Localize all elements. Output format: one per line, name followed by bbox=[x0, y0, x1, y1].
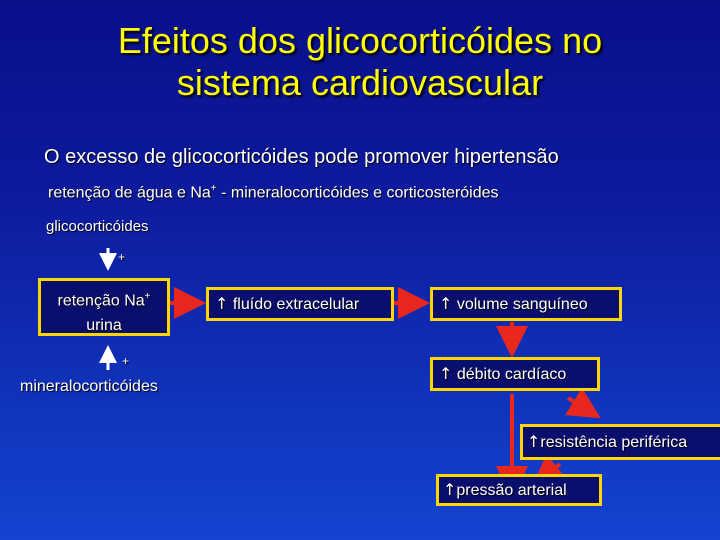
up-arrow-icon: ↑ bbox=[443, 480, 457, 499]
plus-sign-top: + bbox=[118, 250, 126, 264]
blood-volume-box bbox=[430, 287, 622, 321]
up-arrow-icon: ↑ bbox=[527, 432, 541, 451]
retention-line-end: - mineralocorticóides e corticosteróides bbox=[216, 184, 499, 202]
plus-sign-bottom: + bbox=[122, 354, 130, 368]
peripheral-resistance-box bbox=[520, 424, 720, 460]
extracellular-fluid-label: fluído extracelular bbox=[228, 296, 360, 313]
mineralocorticoid-label: mineralocorticóides bbox=[20, 378, 158, 395]
retention-box-text: retenção Na bbox=[57, 292, 145, 310]
extracellular-fluid-box bbox=[206, 287, 394, 321]
up-arrow-icon: ↑ bbox=[439, 364, 453, 383]
cardiac-output-box bbox=[430, 357, 600, 391]
retention-line-start: retenção de água e Na bbox=[48, 184, 211, 202]
blood-volume-label: volume sanguíneo bbox=[452, 296, 588, 313]
retention-line-sup: + bbox=[210, 183, 217, 194]
arrow-output-to-resistance bbox=[568, 398, 594, 414]
peripheral-resistance-label: resistência periférica bbox=[540, 434, 688, 451]
urine-label: urina bbox=[86, 317, 122, 335]
retention-box-line bbox=[41, 284, 167, 313]
glucocorticoid-label: glicocorticóides bbox=[46, 218, 149, 235]
blood-pressure-box bbox=[436, 474, 602, 506]
up-arrow-icon: ↑ bbox=[439, 294, 453, 313]
cardiac-output-label: débito cardíaco bbox=[452, 366, 567, 383]
up-arrow-icon: ↑ bbox=[215, 294, 229, 313]
title-line-2: sistema cardiovascular bbox=[176, 62, 544, 103]
subtitle: O excesso de glicocorticóides pode promover hipertensão bbox=[44, 146, 559, 168]
retention-box bbox=[38, 278, 170, 336]
title-line-1: Efeitos dos glicocorticóides no bbox=[117, 20, 603, 61]
retention-box-sup: + bbox=[144, 291, 151, 302]
blood-pressure-label: pressão arterial bbox=[456, 482, 567, 499]
